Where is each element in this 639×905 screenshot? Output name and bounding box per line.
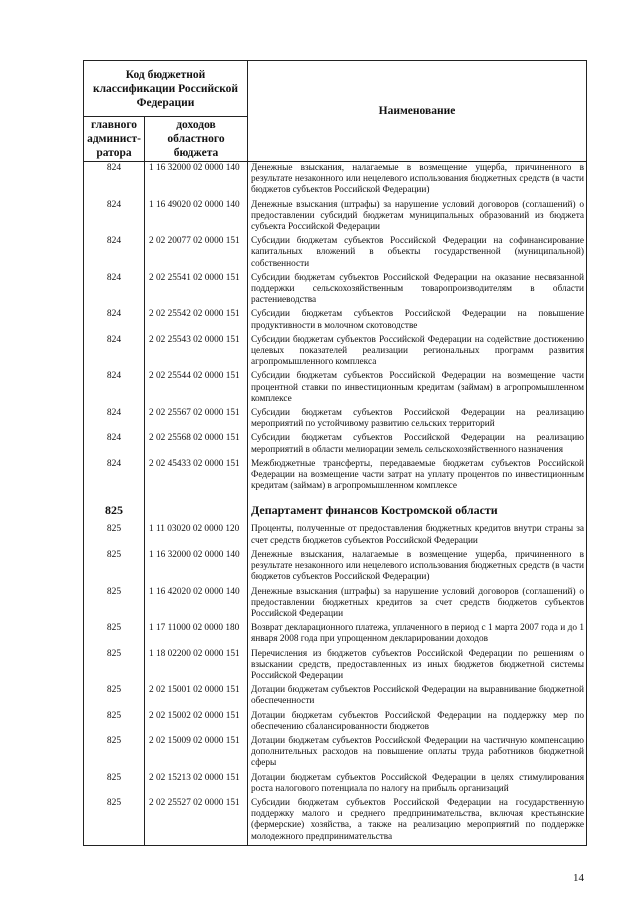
table-row: [84, 308, 587, 333]
table-row: [84, 432, 587, 457]
revenue-code-cell: 2 02 25527 02 0000 151: [145, 797, 248, 845]
revenue-code-cell: 1 16 42020 02 0000 140: [145, 586, 248, 623]
revenue-code-cell: 1 16 49020 02 0000 140: [145, 199, 248, 236]
revenue-name-cell: Дотации бюджетам субъектов Российской Федерации в целях стимулирования роста налогового потенциала по налогу на прибыль организаций: [248, 772, 587, 797]
revenue-name-cell: Субсидии бюджетам субъектов Российской Федерации на повышение продуктивности в молочном скотоводстве: [248, 308, 587, 333]
admin-code-cell: 825: [84, 648, 145, 685]
department-name-cell: Департамент финансов Костромской области: [248, 494, 587, 523]
revenue-code-cell: 2 02 25567 02 0000 151: [145, 407, 248, 432]
admin-code-cell: 824: [84, 308, 145, 333]
admin-code-cell: 824: [84, 334, 145, 371]
revenue-code-cell: 2 02 20077 02 0000 151: [145, 235, 248, 272]
code-group-header: Код бюджетной классификации Российской Федерации: [84, 61, 248, 117]
table-row: [84, 622, 587, 647]
revenue-name-cell: Денежные взыскания, налагаемые в возмещение ущерба, причиненного в результате незаконного или нецелевого использования бюджетных средств (в части бюджетов субъектов Российской Федерации): [248, 162, 587, 199]
table-row: [84, 549, 587, 586]
admin-code-cell: 824: [84, 432, 145, 457]
revenue-name-cell: Денежные взыскания (штрафы) за нарушение условий договоров (соглашений) о предоставлении субсидий бюджетам муниципальных образований из бюджета субъекта Российской Федерации: [248, 199, 587, 236]
revenue-name-cell: Субсидии бюджетам субъектов Российской Федерации на возмещение части процентной ставки по инвестиционным кредитам (займам) в агропромышленном комплексе: [248, 370, 587, 407]
revenue-name-cell: Субсидии бюджетам субъектов Российской Федерации на государственную поддержку малого и среднего предпринимательства, включая крестьянские (фермерские) хозяйства, а также на реализацию мероприятий по поддержке молодежного предпринимательства: [248, 797, 587, 845]
table-row: [84, 407, 587, 432]
table-row: [84, 735, 587, 772]
table-row: [84, 797, 587, 845]
revenue-name-cell: Субсидии бюджетам субъектов Российской Федерации на оказание несвязанной поддержки сельскохозяйственным товаропроизводителям в области растениеводства: [248, 272, 587, 309]
table-row: [84, 648, 587, 685]
department-row: [84, 494, 587, 523]
table-row: [84, 710, 587, 735]
page-number: 14: [573, 872, 584, 884]
revenue-code-cell: [145, 494, 248, 523]
revenue-name-cell: Дотации бюджетам субъектов Российской Федерации на выравнивание бюджетной обеспеченности: [248, 684, 587, 709]
revenue-code-cell: 2 02 15009 02 0000 151: [145, 735, 248, 772]
revenue-code-cell: 2 02 25542 02 0000 151: [145, 308, 248, 333]
revenue-name-cell: Денежные взыскания (штрафы) за нарушение условий договоров (соглашений) о предоставлении бюджетных кредитов за счет средств бюджетов субъектов Российской Федерации: [248, 586, 587, 623]
revenue-name-cell: Субсидии бюджетам субъектов Российской Федерации на реализацию мероприятий в области мелиорации земель сельскохозяйственного назначения: [248, 432, 587, 457]
admin-code-cell: 824: [84, 407, 145, 432]
table-row: [84, 370, 587, 407]
table-row: [84, 684, 587, 709]
budget-classification-table-container: [83, 60, 586, 846]
revenue-name-cell: Проценты, полученные от предоставления бюджетных кредитов внутри страны за счет средств бюджетов субъектов Российской Федерации: [248, 523, 587, 548]
budget-classification-table: [83, 60, 587, 846]
revenue-code-cell: 1 16 32000 02 0000 140: [145, 162, 248, 199]
table-row: [84, 334, 587, 371]
revenue-code-cell: 2 02 25568 02 0000 151: [145, 432, 248, 457]
admin-code-cell: 824: [84, 162, 145, 199]
table-row: [84, 458, 587, 495]
admin-code-cell: 825: [84, 684, 145, 709]
revenue-name-cell: Дотации бюджетам субъектов Российской Федерации на поддержку мер по обеспечению сбалансированности бюджетов: [248, 710, 587, 735]
revenue-code-cell: 2 02 25541 02 0000 151: [145, 272, 248, 309]
admin-code-cell: 825: [84, 622, 145, 647]
revenue-name-cell: Субсидии бюджетам субъектов Российской Федерации на содействие достижению целевых показателей реализации региональных программ развития агропромышленного комплекса: [248, 334, 587, 371]
revenue-column-header: доходов областного бюджета: [145, 117, 248, 162]
revenue-name-cell: Перечисления из бюджетов субъектов Российской Федерации по решениям о взыскании средств, предоставленных из иных бюджетов бюджетной системы Российской Федерации: [248, 648, 587, 685]
revenue-code-cell: 2 02 15213 02 0000 151: [145, 772, 248, 797]
revenue-name-cell: Субсидии бюджетам субъектов Российской Федерации на реализацию мероприятий по устойчивому развитию сельских территорий: [248, 407, 587, 432]
revenue-code-cell: 1 11 03020 02 0000 120: [145, 523, 248, 548]
revenue-code-cell: 1 16 32000 02 0000 140: [145, 549, 248, 586]
table-row: [84, 162, 587, 199]
revenue-code-cell: 2 02 15002 02 0000 151: [145, 710, 248, 735]
admin-code-cell: 824: [84, 370, 145, 407]
table-body: [84, 162, 587, 846]
name-column-header: Наименование: [248, 61, 587, 162]
table-row: [84, 272, 587, 309]
revenue-name-cell: Межбюджетные трансферты, передаваемые бюджетам субъектов Российской Федерации на возмещение части затрат на уплату процентов по инвестиционным кредитам (займам) в агропромышленном комплексе: [248, 458, 587, 495]
table-row: [84, 586, 587, 623]
admin-code-cell: 824: [84, 235, 145, 272]
revenue-code-cell: 2 02 45433 02 0000 151: [145, 458, 248, 495]
table-row: [84, 523, 587, 548]
admin-code-cell: 825: [84, 735, 145, 772]
table-header: [84, 61, 587, 162]
revenue-name-cell: Субсидии бюджетам субъектов Российской Федерации на софинансирование капитальных вложений в объекты государственной (муниципальной) собственности: [248, 235, 587, 272]
revenue-code-cell: 1 17 11000 02 0000 180: [145, 622, 248, 647]
admin-code-cell: 824: [84, 272, 145, 309]
revenue-name-cell: Дотации бюджетам субъектов Российской Федерации на частичную компенсацию дополнительных расходов на повышение оплаты труда работников бюджетной сферы: [248, 735, 587, 772]
admin-code-cell: 825: [84, 710, 145, 735]
revenue-code-cell: 2 02 25543 02 0000 151: [145, 334, 248, 371]
revenue-name-cell: Возврат декларационного платежа, уплаченного в период с 1 марта 2007 года и до 1 января 2008 года при упрощенном декларировании доходов: [248, 622, 587, 647]
admin-code-cell: 825: [84, 586, 145, 623]
admin-code-cell: 825: [84, 772, 145, 797]
admin-code-cell: 825: [84, 797, 145, 845]
admin-code-cell: 825: [84, 494, 145, 523]
admin-column-header: главного админист-ратора: [84, 117, 145, 162]
admin-code-cell: 824: [84, 199, 145, 236]
revenue-name-cell: Денежные взыскания, налагаемые в возмещение ущерба, причиненного в результате незаконного или нецелевого использования бюджетных средств (в части бюджетов субъектов Российской Федерации): [248, 549, 587, 586]
revenue-code-cell: 1 18 02200 02 0000 151: [145, 648, 248, 685]
admin-code-cell: 825: [84, 549, 145, 586]
revenue-code-cell: 2 02 25544 02 0000 151: [145, 370, 248, 407]
revenue-code-cell: 2 02 15001 02 0000 151: [145, 684, 248, 709]
table-row: [84, 199, 587, 236]
table-row: [84, 235, 587, 272]
admin-code-cell: 825: [84, 523, 145, 548]
admin-code-cell: 824: [84, 458, 145, 495]
table-row: [84, 772, 587, 797]
